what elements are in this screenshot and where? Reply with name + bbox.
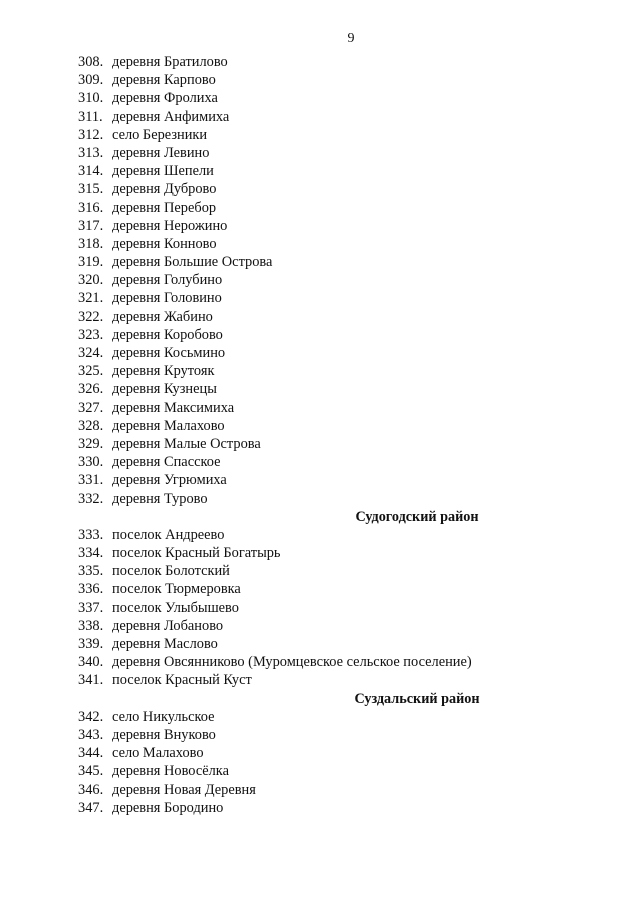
settlement-name: деревня Спасское [112, 454, 221, 471]
list-item [78, 526, 578, 544]
item-number: 336. [78, 581, 104, 598]
item-number: 319. [78, 254, 104, 271]
item-number: 347. [78, 799, 104, 816]
district-heading: Суздальский район [354, 690, 480, 707]
item-number: 333. [78, 526, 104, 543]
settlement-name: деревня Фролиха [112, 90, 218, 107]
settlement-name: поселок Андреево [112, 526, 225, 543]
list-item [78, 253, 578, 271]
settlement-name: деревня Маслово [112, 636, 218, 652]
item-number: 313. [78, 144, 104, 161]
list-item [78, 235, 578, 253]
list-item [78, 435, 578, 453]
item-number: 318. [78, 235, 104, 252]
item-number: 339. [78, 636, 104, 652]
list-item [78, 326, 578, 344]
list-item [78, 726, 578, 744]
list-item [78, 180, 578, 198]
list-item [78, 671, 578, 689]
settlement-name: деревня Голубино [112, 272, 223, 289]
list-item [78, 162, 578, 180]
settlement-name: деревня Левино [112, 144, 210, 161]
settlement-name: деревня Крутояк [112, 363, 215, 380]
page-number: 9 [347, 31, 355, 46]
list-item [78, 362, 578, 380]
list-item [78, 471, 578, 489]
settlement-name: село Березники [112, 126, 208, 143]
item-number: 341. [78, 672, 104, 689]
settlement-name: деревня Кузнецы [112, 381, 217, 398]
settlement-name: деревня Жабино [112, 308, 213, 325]
list-item [78, 144, 578, 162]
settlement-name: деревня Карпово [112, 72, 216, 89]
settlement-name: деревня Малые Острова [112, 435, 261, 452]
settlement-name: село Малахово [112, 745, 204, 762]
list-item [78, 544, 578, 562]
item-number: 308. [78, 54, 104, 70]
item-number: 337. [78, 599, 104, 616]
item-number: 335. [78, 563, 104, 580]
list-item [78, 308, 578, 326]
list-item [78, 453, 578, 471]
list-item [78, 126, 578, 144]
item-number: 331. [78, 472, 104, 489]
settlement-name: деревня Анфимиха [112, 108, 230, 125]
item-number: 312. [78, 126, 104, 143]
settlement-name: деревня Турово [112, 490, 208, 507]
list-item [78, 344, 578, 362]
list-item [78, 781, 578, 799]
settlement-name: деревня Угрюмиха [112, 472, 227, 489]
item-number: 329. [78, 435, 104, 452]
settlement-name: деревня Малахово [112, 417, 225, 434]
item-number: 338. [78, 617, 104, 634]
item-number: 310. [78, 90, 104, 107]
settlement-name: деревня Коробово [112, 326, 223, 343]
item-number: 326. [78, 381, 104, 398]
item-number: 344. [78, 745, 104, 762]
list-item [78, 271, 578, 289]
list-item [78, 762, 578, 780]
item-number: 323. [78, 326, 104, 343]
list-item [78, 53, 578, 71]
item-number: 315. [78, 181, 104, 198]
settlement-name: деревня Головино [112, 290, 222, 307]
settlement-name: деревня Новая Деревня [112, 781, 256, 798]
item-number: 322. [78, 308, 104, 325]
list-item [78, 617, 578, 635]
item-number: 314. [78, 163, 104, 180]
settlement-name: деревня Конново [112, 235, 217, 252]
settlement-list [78, 53, 578, 817]
settlement-name: деревня Шепели [112, 163, 214, 180]
list-item [78, 799, 578, 817]
item-number: 325. [78, 363, 104, 380]
item-number: 311. [78, 108, 103, 125]
item-number: 324. [78, 345, 104, 361]
settlement-name: деревня Большие Острова [112, 254, 273, 271]
settlement-name: деревня Бородино [112, 799, 224, 816]
item-number: 342. [78, 708, 104, 725]
item-number: 343. [78, 726, 104, 743]
item-number: 345. [78, 763, 104, 780]
list-item [78, 744, 578, 762]
list-item [78, 599, 578, 617]
settlement-name: деревня Овсянниково (Муромцевское сельское поселение) [112, 654, 472, 671]
list-item [78, 399, 578, 417]
list-item [78, 199, 578, 217]
item-number: 309. [78, 72, 104, 89]
settlement-name: поселок Болотский [112, 563, 230, 580]
settlement-name: деревня Внуково [112, 726, 216, 743]
list-item [78, 490, 578, 508]
list-item [78, 562, 578, 580]
settlement-name: деревня Максимиха [112, 399, 235, 416]
list-item [78, 580, 578, 598]
item-number: 334. [78, 545, 104, 562]
list-item [78, 217, 578, 235]
district-heading: Судогодский район [355, 508, 479, 525]
item-number: 327. [78, 399, 104, 416]
settlement-name: поселок Красный Богатырь [112, 545, 281, 562]
item-number: 330. [78, 454, 104, 471]
settlement-name: деревня Лобаново [112, 617, 224, 634]
settlement-name: поселок Улыбышево [112, 599, 239, 616]
item-number: 340. [78, 654, 104, 671]
item-number: 328. [78, 417, 104, 434]
list-item [78, 108, 578, 126]
item-number: 317. [78, 217, 104, 234]
settlement-name: деревня Косьмино [112, 345, 226, 361]
item-number: 332. [78, 490, 104, 507]
list-item [78, 417, 578, 435]
settlement-name: поселок Красный Куст [112, 672, 252, 689]
settlement-name: деревня Перебор [112, 199, 217, 216]
settlement-name: деревня Нерожино [112, 217, 228, 234]
settlement-name: село Никульское [112, 708, 215, 725]
list-item [78, 708, 578, 726]
settlement-name: деревня Дуброво [112, 181, 217, 198]
item-number: 316. [78, 199, 104, 216]
list-item [78, 380, 578, 398]
settlement-name: поселок Тюрмеровка [112, 581, 241, 598]
settlement-name: деревня Новосёлка [112, 763, 229, 780]
item-number: 346. [78, 781, 104, 798]
list-item [78, 289, 578, 307]
list-item [78, 71, 578, 89]
settlement-name: деревня Братилово [112, 54, 228, 70]
list-item [78, 635, 578, 653]
list-item [78, 89, 578, 107]
item-number: 321. [78, 290, 104, 307]
item-number: 320. [78, 272, 104, 289]
list-item [78, 653, 578, 671]
